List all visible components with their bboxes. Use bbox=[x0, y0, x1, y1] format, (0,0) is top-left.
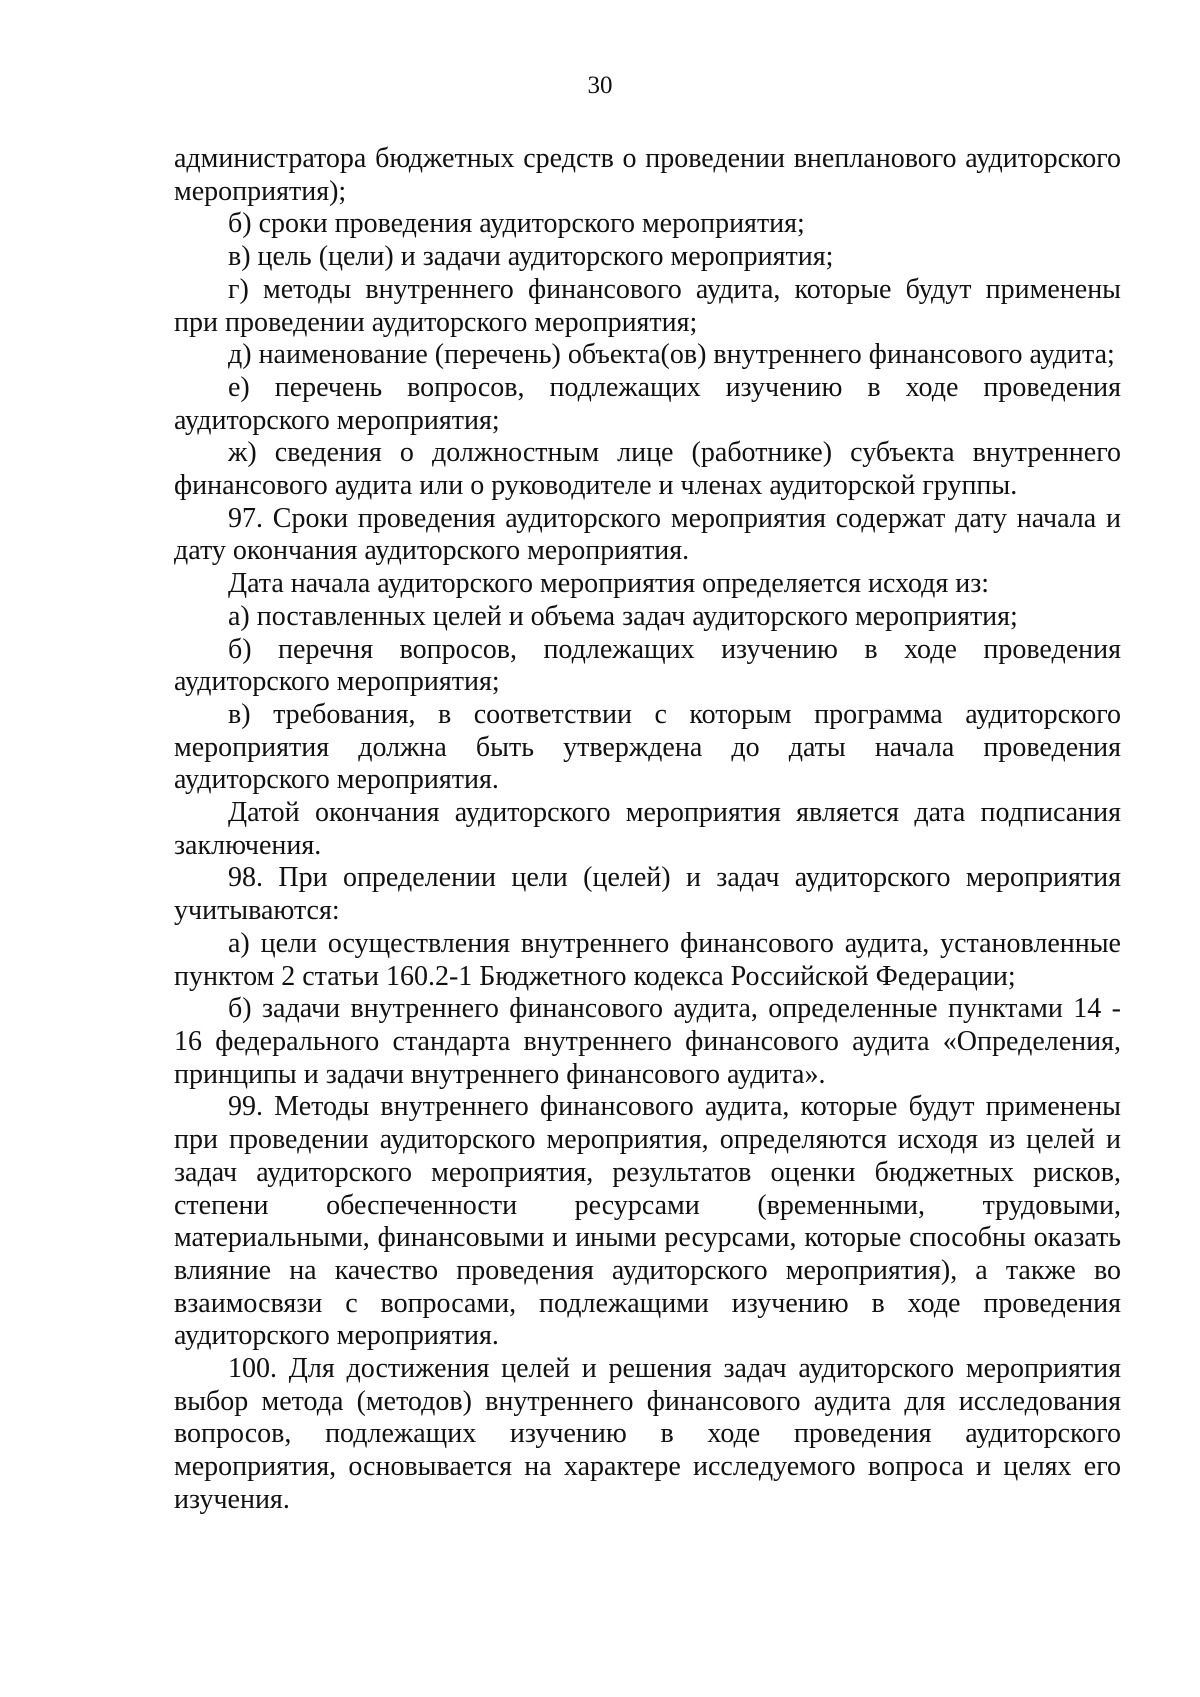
list-item-g-methods: г) методы внутреннего финансового аудита, которые будут применены при проведении аудиторского мероприятия; bbox=[174, 273, 1121, 338]
paragraph-98: 98. При определении цели (целей) и задач аудиторского мероприятия учитываются: bbox=[174, 862, 1121, 927]
paragraph-100: 100. Для достижения целей и решения задач аудиторского мероприятия выбор метода (методов) внутреннего финансового аудита для исследования вопросов, подлежащих изучению в ходе проведения аудиторского мероприятия, основывается на характере исследуемого вопроса и целях его изучения. bbox=[174, 1353, 1121, 1515]
list-item-a-goals-volume: а) поставленных целей и объема задач аудиторского мероприятия; bbox=[228, 600, 1018, 632]
list-item-b-timing: б) сроки проведения аудиторского мероприятия; bbox=[228, 208, 805, 240]
list-item-v-goals: в) цель (цели) и задачи аудиторского мероприятия; bbox=[228, 241, 834, 273]
list-item-b-audit-tasks: б) задачи внутреннего финансового аудита, определенные пунктами 14 - 16 федерального стандарта внутреннего финансового аудита «Определения, принципы и задачи внутреннего финансового аудита». bbox=[174, 993, 1121, 1090]
document-body bbox=[174, 143, 1121, 1517]
list-item-d-objects: д) наименование (перечень) объекта(ов) внутреннего финансового аудита; bbox=[228, 339, 1115, 371]
list-item-e-questions: е) перечень вопросов, подлежащих изучению в ходе проведения аудиторского мероприятия; bbox=[174, 371, 1121, 436]
paragraph-end-date: Датой окончания аудиторского мероприятия является дата подписания заключения. bbox=[174, 797, 1121, 861]
paragraph-97: 97. Сроки проведения аудиторского мероприятия содержат дату начала и дату окончания аудиторского мероприятия. bbox=[174, 502, 1121, 567]
page-number: 30 bbox=[587, 72, 613, 99]
paragraph-continuation: администратора бюджетных средств о проведении внепланового аудиторского мероприятия); bbox=[174, 143, 1121, 207]
list-item-a-audit-goals: а) цели осуществления внутреннего финансового аудита, установленные пунктом 2 статьи 160.2-1 Бюджетного кодекса Российской Федерации; bbox=[174, 927, 1121, 992]
list-item-zh-officials: ж) сведения о должностным лице (работнике) субъекта внутреннего финансового аудита или о руководителе и членах аудиторской группы. bbox=[174, 437, 1121, 502]
paragraph-99: 99. Методы внутреннего финансового аудита, которые будут применены при проведении аудиторского мероприятия, определяются исходя из целей и задач аудиторского мероприятия, результатов оценки бюджетных рисков, степени обеспеченности ресурсами (временными, трудовыми, материальными, финансовыми и иными ресурсами, которые способны оказать влияние на качество проведения аудиторского мероприятия), а также во взаимосвязи с вопросами, подлежащими изучению в ходе проведения аудиторского мероприятия. bbox=[174, 1091, 1121, 1352]
list-item-v-requirements: в) требования, в соответствии с которым программа аудиторского мероприятия должна быть утверждена до даты начала проведения аудиторского мероприятия. bbox=[174, 698, 1121, 796]
list-item-b-questions-list: б) перечня вопросов, подлежащих изучению в ходе проведения аудиторского мероприятия; bbox=[174, 633, 1121, 698]
paragraph-start-date: Дата начала аудиторского мероприятия определяется исходя из: bbox=[228, 568, 990, 600]
